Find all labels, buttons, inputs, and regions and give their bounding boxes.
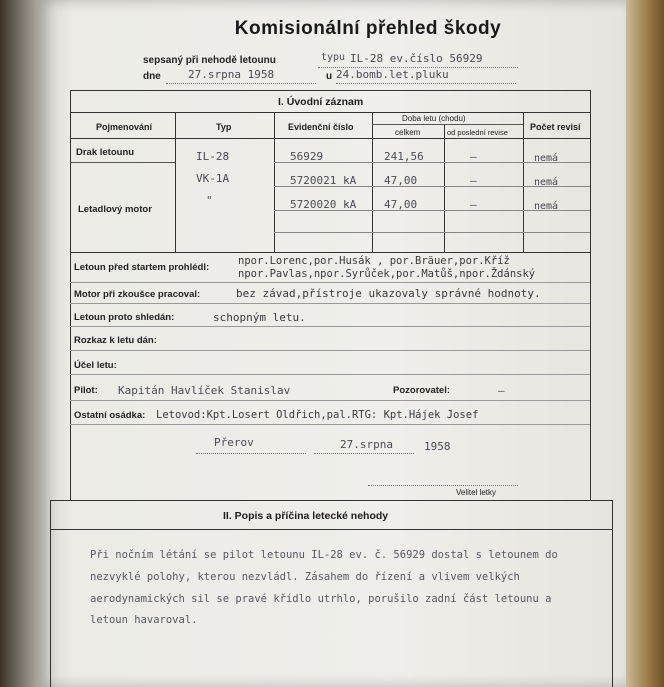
pozorovatel-label: Pozorovatel: [393, 385, 451, 396]
row-pocet-motor2: nemá [534, 201, 559, 212]
row-celkem-motor1: 47,00 [384, 174, 418, 187]
page-title: Komisionální přehled škody [234, 18, 502, 39]
section2-heading: II. Popis a příčina letecké nehody [223, 510, 389, 522]
typu-value: IL-28 ev.číslo 56929 [350, 52, 483, 65]
typu-label: typu [321, 52, 346, 63]
rok-value: 1958 [424, 440, 451, 453]
row-name-drak: Drak letounu [76, 147, 135, 158]
th-typ: Typ [216, 122, 232, 132]
row-typ-drak: IL-28 [196, 150, 230, 163]
th-pocet: Počet revisí [530, 122, 581, 132]
sepsany-label: sepsaný při nehodě letounu [143, 55, 276, 66]
prohledli-line1: npor.Lorenc,por.Husák , por.Bräuer,por.Kříž [238, 255, 510, 267]
row-line-drak [70, 162, 175, 163]
th-pojmenovani: Pojmenování [96, 122, 153, 132]
row-celkem-motor2: 47,00 [384, 198, 418, 211]
row-name-motor: Letadlový motor [78, 204, 152, 215]
row-revize-drak: – [470, 150, 477, 163]
frame-left [70, 90, 71, 500]
book-edge [624, 0, 664, 687]
table-bottom-line [70, 252, 590, 253]
table-header-line [70, 138, 590, 139]
misto-underline [196, 452, 306, 454]
shledan-label: Letoun proto shledán: [74, 312, 175, 323]
line-rozkaz [70, 350, 590, 351]
section1-heading: I. Úvodní záznam [278, 96, 364, 108]
dne-underline [166, 82, 316, 84]
col-divider-1 [175, 112, 176, 252]
pozorovatel-value: – [498, 384, 505, 397]
prohledli-line2: npor.Pavlas,npor.Syrůček,por.Matůš,npor.Ždánský [238, 268, 536, 280]
u-value: 24.bomb.let.pluku [336, 68, 449, 81]
description-line-1: Při nočním létání se pilot letounu IL-28 ev. č. 56929 dostal s letounem do [90, 549, 558, 561]
datum-value: 27.srpna [340, 438, 393, 451]
th-evidencni: Evidenční číslo [288, 122, 354, 132]
signature-line [368, 484, 518, 486]
row-typ-motor1: VK-1A [196, 172, 230, 185]
description-line-3: aerodynamických sil se pravé křídlo utrhlo, porušilo zadní část letounu a [90, 593, 552, 605]
th-celkem: celkem [395, 128, 421, 137]
dne-label: dne [143, 71, 161, 82]
line-pilot [70, 400, 590, 401]
velitel-label: Velitel letky [456, 488, 497, 497]
motor-label: Motor při zkoušce pracoval: [74, 289, 201, 300]
row-pocet-drak: nemá [534, 153, 559, 164]
section2-head-line [50, 529, 612, 530]
line-ucel [70, 374, 590, 375]
misto-value: Přerov [214, 436, 254, 449]
osadka-value: Letovod:Kpt.Losert Oldřich,pal.RTG: Kpt.Hájek Josef [156, 409, 479, 421]
prohledli-label: Letoun před startem prohlédl: [74, 262, 210, 273]
motor-value: bez závad,přístroje ukazovaly správné hodnoty. [236, 287, 541, 300]
row-line-4 [274, 232, 590, 233]
datum-underline [314, 452, 414, 454]
document-page [38, 0, 626, 687]
line-osadka [70, 424, 590, 425]
section2-right [612, 500, 613, 687]
th-doba: Doba letu (chodu) [402, 114, 466, 123]
line-motor [70, 303, 590, 304]
table-top-line [70, 112, 590, 113]
row-cislo-motor1: 5720021 kA [290, 174, 357, 187]
dne-value: 27.srpna 1958 [188, 68, 275, 81]
ucel-label: Účel letu: [74, 360, 117, 371]
description-line-2: nezvyklé polohy, kterou nezvládl. Zásahem do řízení a vlivem velkých [90, 571, 520, 583]
line-prohledli [70, 282, 590, 283]
line-shledan [70, 326, 590, 327]
row-revize-motor1: – [470, 174, 477, 187]
row-typ-motor2: " [206, 194, 213, 207]
col-divider-3 [372, 112, 373, 252]
section2-top-line [50, 500, 612, 501]
shledan-value: schopným letu. [213, 311, 306, 324]
frame-top [70, 90, 590, 91]
frame-right [590, 90, 591, 500]
row-cislo-drak: 56929 [290, 150, 324, 163]
pilot-value: Kapitán Havlíček Stanislav [118, 384, 291, 397]
col-divider-5 [523, 112, 524, 252]
row-celkem-drak: 241,56 [384, 150, 424, 163]
u-label: u [326, 71, 333, 82]
osadka-label: Ostatní osádka: [74, 410, 146, 421]
doba-subline [372, 124, 523, 125]
row-revize-motor2: – [470, 198, 477, 211]
row-pocet-motor1: nemá [534, 177, 559, 188]
rozkaz-label: Rozkaz k letu dán: [74, 335, 157, 346]
u-underline [336, 82, 516, 84]
description-line-4: letoun havaroval. [90, 614, 198, 626]
pilot-label: Pilot: [74, 385, 98, 396]
col-divider-2 [274, 112, 275, 252]
th-od-revize: od poslední revise [447, 128, 508, 137]
row-cislo-motor2: 5720020 kA [290, 198, 357, 211]
